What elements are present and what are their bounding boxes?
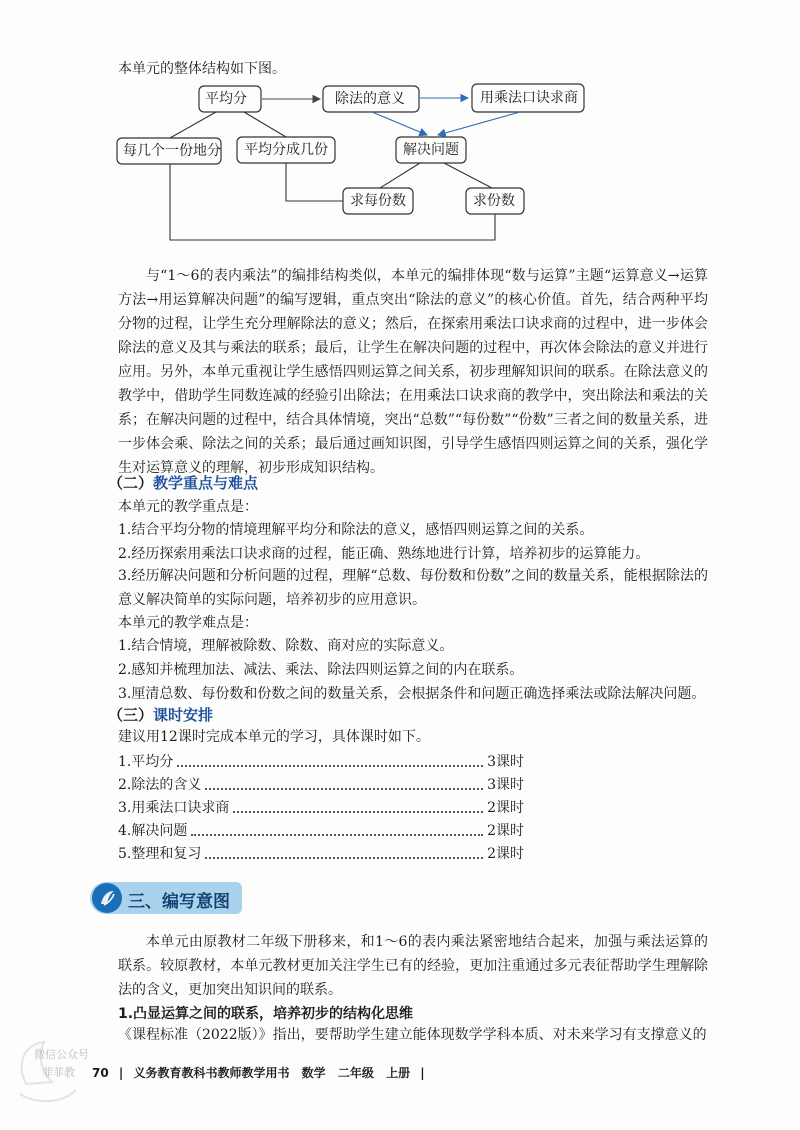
- edge-jifen-meifen: [286, 163, 343, 201]
- section-title: 教学重点与难点: [153, 474, 259, 492]
- schedule-item-hours: 3课时: [487, 777, 524, 793]
- part-title: 三、编写意图: [128, 892, 230, 912]
- edge-jiejue-meifen: [380, 163, 420, 188]
- key-point-item: 2.经历探索用乘法口诀求商的过程，能正确、熟练地进行计算，培养初步的运算能力。: [118, 546, 650, 562]
- schedule-item-hours: 2课时: [487, 823, 524, 839]
- schedule-item-name: 5.整理和复习: [118, 846, 202, 862]
- leader-dots: [177, 764, 483, 767]
- node-jifen: 平均分成几份: [244, 142, 328, 158]
- difficulty-item: 2.感知并梳理加法、减法、乘法、除法四则运算之间的内在联系。: [118, 662, 524, 678]
- watermark-line1: 微信公众号: [34, 1048, 89, 1061]
- key-point-item: 3.经历解决问题和分析问题的过程，理解“总数、每份数和份数”之间的数量关系，能根据除法的意义解决简单的实际问题，培养初步的应用意识。: [118, 568, 708, 608]
- book-volume: 上册: [386, 1066, 411, 1080]
- schedule-row: [118, 819, 524, 841]
- key-point-item: 1.结合平均分物的情境理解平均分和除法的意义，感悟四则运算之间的关系。: [118, 522, 594, 538]
- node-fenshu: 求份数: [473, 193, 515, 209]
- section-heading-key-points: [108, 472, 258, 493]
- schedule-item-name: 1.平均分: [118, 754, 174, 770]
- structure-diagram: [0, 0, 800, 260]
- intent-paragraph: 本单元由原教材二年级下册移来，和1～6的表内乘法紧密地结合起来，加强与乘法运算的联系。较原教材，本单元教材更加关注学生已有的经验，更加注重通过多元表征帮助学生理解除法的含义，更加突出知识间的联系。: [118, 934, 708, 998]
- page-number: 70: [92, 1066, 109, 1080]
- node-jiejue: 解决问题: [403, 142, 459, 158]
- section-title: 课时安排: [153, 706, 214, 724]
- section-heading-schedule: [108, 704, 213, 725]
- difficulty-intro: 本单元的教学难点是：: [118, 615, 258, 631]
- schedule-item-name: 3.用乘法口诀求商: [118, 800, 230, 816]
- leader-dots: [205, 787, 483, 790]
- schedule-intro: 建议用12课时完成本单元的学习，具体课时如下。: [118, 729, 430, 745]
- intro-text: 本单元的整体结构如下图。: [118, 61, 286, 77]
- edge-chufa-jiejue: [372, 112, 427, 135]
- schedule-item-hours: 2课时: [487, 800, 524, 816]
- edge-jiejue-fenshu: [444, 163, 492, 188]
- book-grade: 二年级: [337, 1066, 374, 1080]
- schedule-row: [118, 750, 524, 772]
- schedule-item-hours: 2课时: [487, 846, 524, 862]
- schedule-item-name: 2.除法的含义: [118, 777, 202, 793]
- node-meifen: 求每份数: [350, 193, 406, 209]
- schedule-row: [118, 773, 524, 795]
- schedule-item-hours: 3课时: [487, 754, 524, 770]
- leader-dots: [233, 810, 483, 813]
- schedule-row: [118, 796, 524, 818]
- edge-meiji-fenshu: [170, 164, 495, 240]
- schedule-row: [118, 842, 524, 864]
- edge-koujue-jiejue: [438, 112, 520, 135]
- structure-paragraph: 与“1～6的表内乘法”的编排结构类似，本单元的编排体现“数与运算”主题“运算意义→运算方法→用运算解决问题”的编写逻辑，重点突出“除法的意义”的核心价值。首先，结合两种平均分物的过程，让学生充分理解除法的意义；然后，在探索用乘法口诀求商的过程中，进一步体会除法的意义及其与乘法的联系；最后，让学生在解决问题的过程中，再次体会除法的意义并进行应用。另外，本单元重视让学生感悟四则运算之间关系，初步理解知识间的联系。在除法意义的教学中，借助学生同数连减的经验引出除法；在用乘法口诀求商的教学中，突出除法和乘法的关系；在解决问题的过程中，结合具体情境，突出“总数”“每份数”“份数”三者之间的数量关系，进一步体会乘、除法之间的关系；最后通过画知识图，引导学生感悟四则运算之间的关系，强化学生对运算意义的理解，初步形成知识结构。: [118, 268, 708, 476]
- book-subject: 数学: [301, 1066, 326, 1080]
- watermark-line2: 菲菲教: [42, 1066, 75, 1079]
- leader-dots: [205, 856, 483, 859]
- section-number: （三）: [108, 706, 154, 724]
- page-footer: 70 | 义务教育教科书教师教学用书 数学 二年级 上册 |: [92, 1066, 425, 1080]
- node-koujue: 用乘法口诀求商: [480, 90, 578, 106]
- section-number: （二）: [108, 474, 154, 492]
- leader-dots: [191, 833, 483, 836]
- node-chufa-yiyi: 除法的意义: [335, 91, 405, 107]
- edge-pingjunfen-meiji: [170, 112, 216, 138]
- node-meiji: 每几个一份地分: [123, 143, 221, 159]
- banner-logo-icon: [92, 883, 122, 913]
- edge-pingjunfen-jifen: [244, 112, 286, 137]
- difficulty-item: 3.厘清总数、每份数和份数之间的数量关系，会根据条件和问题正确选择乘法或除法解决问题。: [118, 686, 706, 702]
- book-title: 义务教育教科书教师教学用书: [133, 1066, 290, 1080]
- subsection-text: 《课程标准（2022版）》指出，要帮助学生建立能体现数学学科本质、对未来学习有支撑意义的: [118, 1027, 707, 1043]
- node-pingjunfen: 平均分: [205, 91, 247, 107]
- schedule-item-name: 4.解决问题: [118, 823, 188, 839]
- difficulty-item: 1.结合情境，理解被除数、除数、商对应的实际意义。: [118, 638, 454, 654]
- key-points-intro: 本单元的教学重点是：: [118, 499, 258, 515]
- subsection-heading: 1.凸显运算之间的联系，培养初步的结构化思维: [118, 1006, 414, 1022]
